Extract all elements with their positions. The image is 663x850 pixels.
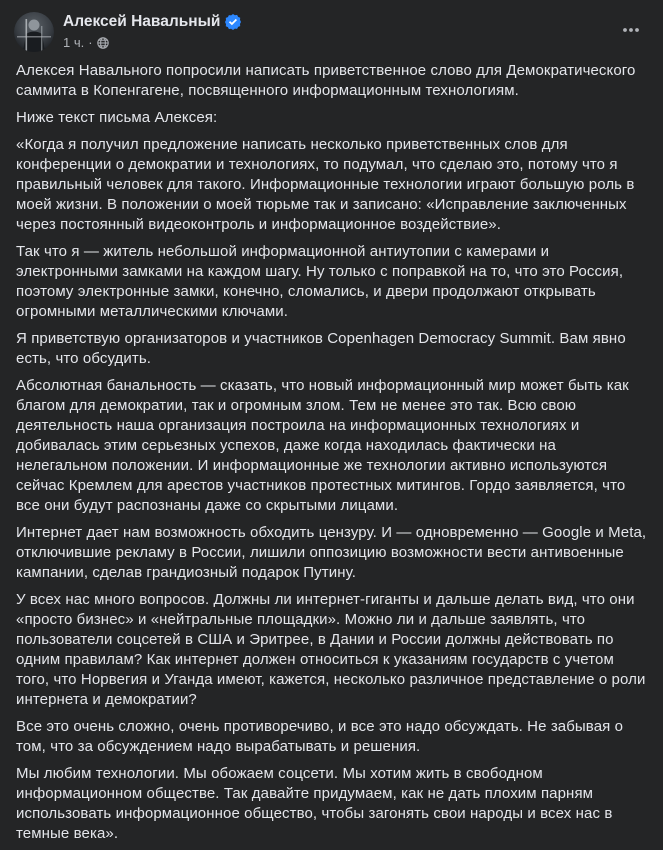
post-text xyxy=(0,52,663,844)
post-paragraph: У всех нас много вопросов. Должны ли интернет-гиганты и дальше делать вид, что они «просто бизнес» и «нейтральные площадки». Можно ли и дальше заявлять, что пользователи соцсетей в США и Эритрее, в Дании и России должны действовать по одним правилам? Как интернет должен относиться к указаниям государств с учетом того, что Норвегия и Уганда имеют, кажется, несколько различное представление о роли интернета и демократии? xyxy=(16,591,646,708)
timestamp[interactable]: 1 ч. xyxy=(63,35,85,50)
post-paragraph: Мы любим технологии. Мы обожаем соцсети. Мы хотим жить в свободном информационном обществе. Так давайте придумаем, как не дать плохим парням использовать информационное общество, чтобы загонять свои народы и всех нас в темные века». xyxy=(16,765,613,842)
post-paragraph: Так что я — житель небольшой информационной антиутопии с камерами и электронными замками на каждом шагу. Ну только с поправкой на то, что это Россия, поэтому электронные замки, конечно, сломались, и двери продолжают открывать огромными металлическими ключами. xyxy=(16,243,624,320)
globe-icon xyxy=(97,37,109,49)
ellipsis-icon xyxy=(621,20,641,40)
author-name[interactable]: Алексей Навальный xyxy=(63,13,221,30)
more-options-button[interactable] xyxy=(615,14,647,46)
post-paragraph: «Когда я получил предложение написать несколько приветственных слов для конференции о демократии и технологиях, то подумал, что сделаю это, потому что я правильный человек для такого. Информационные технологии играют большую роль в моей жизни. В положении о моей тюрьме так и записано: «Исправление заключенных через постоянный видеоконтроль и информационное воздействие». xyxy=(16,136,635,233)
verified-badge-icon xyxy=(225,14,241,30)
post-paragraph: Алексея Навального попросили написать приветственное слово для Демократического саммита в Копенгагене, посвященного информационным технологиям. xyxy=(16,62,636,99)
post-header xyxy=(0,0,663,52)
post-paragraph: Интернет дает нам возможность обходить цензуру. И — одновременно — Google и Meta, отключившие рекламу в России, лишили оппозицию возможности вести антивоенные кампании, сделав грандиозный подарок Путину. xyxy=(16,524,647,581)
avatar[interactable] xyxy=(14,12,54,52)
post-meta xyxy=(63,35,615,51)
post-paragraph: Все это очень сложно, очень противоречиво, и все это надо обсуждать. Не забывая о том, что за обсуждением надо вырабатывать и решения. xyxy=(16,718,624,755)
post-paragraph: Абсолютная банальность — сказать, что новый информационный мир может быть как благом для демократии, так и огромным злом. Тем не менее это так. Всю свою деятельность наша организация построила на информационных технологиях и добивалась этим серьезных успехов, даже когда находилась фактически на нелегальном положении. И информационные же технологии активно используются сейчас Кремлем для арестов участников протестных митингов. Гордо заявляется, что все они будут распознаны даже со скрытыми лицами. xyxy=(16,377,629,514)
meta-separator: · xyxy=(88,35,93,50)
post-paragraph: Я приветствую организаторов и участников Copenhagen Democracy Summit. Вам явно есть, что обсудить. xyxy=(16,330,626,367)
avatar-photo xyxy=(14,12,54,52)
post-paragraph: Ниже текст письма Алексея: xyxy=(16,109,218,126)
author-row xyxy=(63,12,615,32)
header-text xyxy=(63,12,615,51)
